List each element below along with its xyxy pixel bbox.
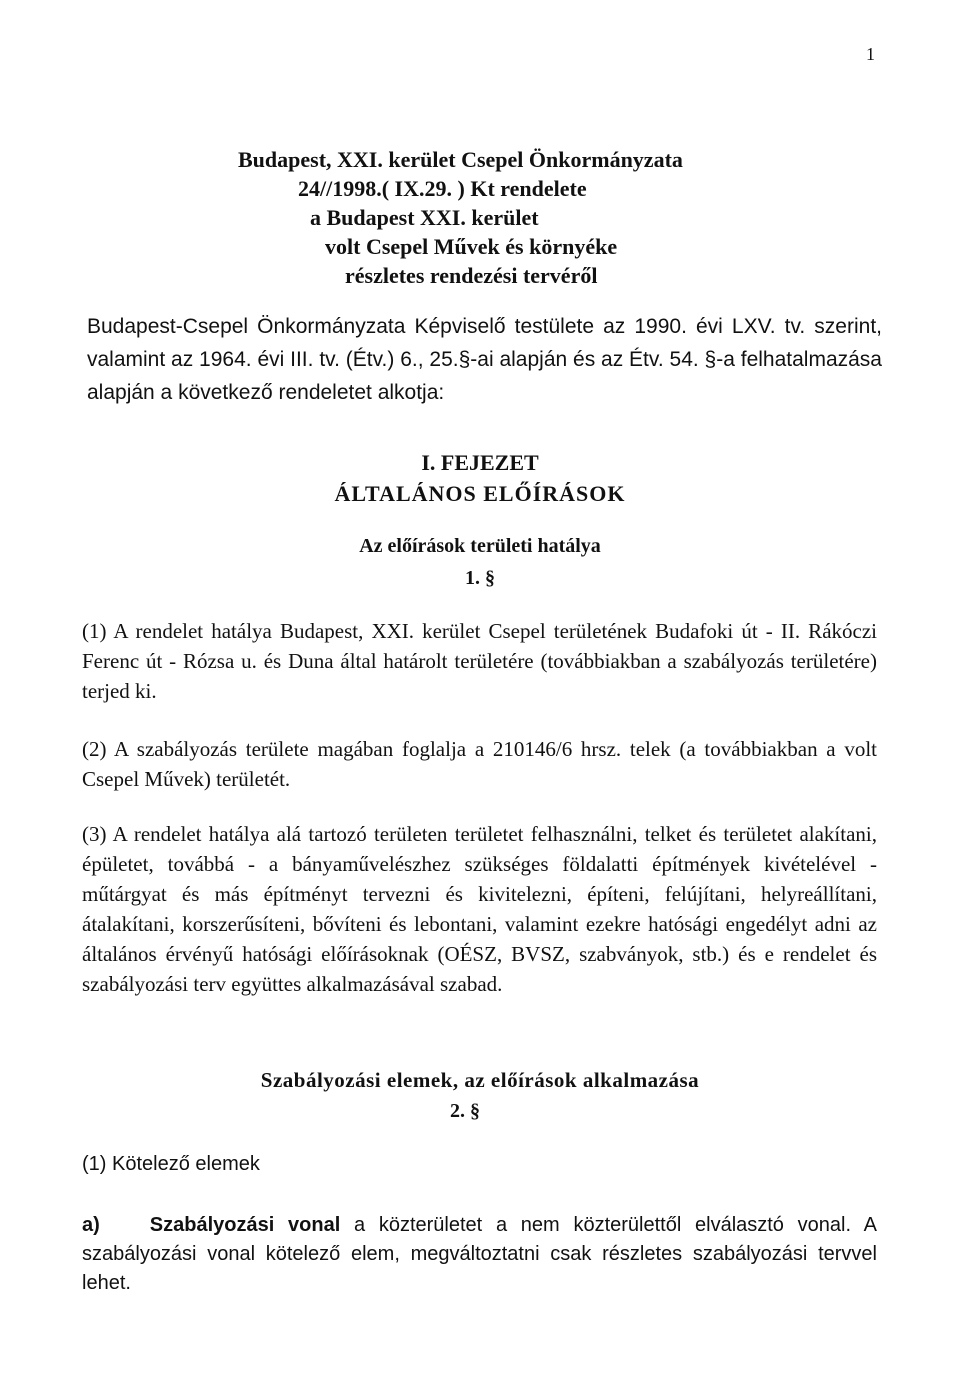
title-line: 24//1998.( IX.29. ) Kt rendelete [298, 176, 587, 201]
chapter-title: ÁLTALÁNOS ELŐÍRÁSOK [334, 481, 626, 506]
section-2-title: Szabályozási elemek, az előírások alkalmazása [260, 1068, 700, 1092]
title-line: részletes rendezési tervéről [345, 263, 598, 288]
list-item-a [82, 1211, 877, 1298]
title-line: a Budapest XXI. kerület [310, 205, 539, 230]
chapter-number: I. FEJEZET [421, 450, 539, 475]
paragraph-2: (2) A szabályozás területe magában foglalja a 210146/6 hrsz. telek (a továbbiakban a volt Csepel Művek) területét. [82, 737, 877, 791]
list-heading: (1) Kötelező elemek [82, 1153, 260, 1175]
title-line: Budapest, XXI. kerület Csepel Önkormányzata [238, 147, 683, 172]
paragraph-1: (1) A rendelet hatálya Budapest, XXI. kerület Csepel területének Budafoki út - II. Rákóczi Ferenc út - Rózsa u. és Duna által határolt területére (továbbiakban a szabályozás területére) terjed ki. [82, 619, 877, 703]
page-number: 1 [866, 44, 875, 64]
paragraph-number-2: 2. § [450, 1100, 480, 1122]
item-term: Szabályozási vonal [149, 1214, 341, 1236]
section-title: Az előírások területi hatálya [359, 535, 601, 557]
paragraph-3: (3) A rendelet hatálya alá tartozó területen területet felhasználni, telket és területet alakítani, épületet, továbbá - a bányaművelészhez szükséges földalatti építmények kivételével - műtárgyat és más építményt tervezni és kivitelezni, építeni, felújítani, helyreállítani, átalakítani, korszerűsíteni, bővíteni és lebontani, valamint ezekre hatósági engedélyt adni az általános érvényű hatósági előírásoknak (OÉSZ, BVSZ, szabványok, stb.) és e rendelet és szabályozási terv együttes alkalmazásával szabad. [82, 822, 877, 996]
item-label: a) [82, 1214, 100, 1236]
paragraph-number: 1. § [465, 567, 495, 589]
preamble: Budapest-Csepel Önkormányzata Képviselő testülete az 1990. évi LXV. tv. szerint, valamint az 1964. évi III. tv. (Étv.) 6., 25.§-ai alapján és az Étv. 54. §-a felhatalmazása alapján a következő rendeletet alkotja: [87, 315, 882, 404]
document-title [238, 145, 758, 290]
title-line: volt Csepel Művek és környéke [325, 234, 618, 259]
item-text: a közterületet a nem közterülettől elválasztó vonal. A szabályozási vonal kötelező elem, megváltoztatni csak részletes szabályozási tervvel lehet. [82, 1214, 877, 1294]
